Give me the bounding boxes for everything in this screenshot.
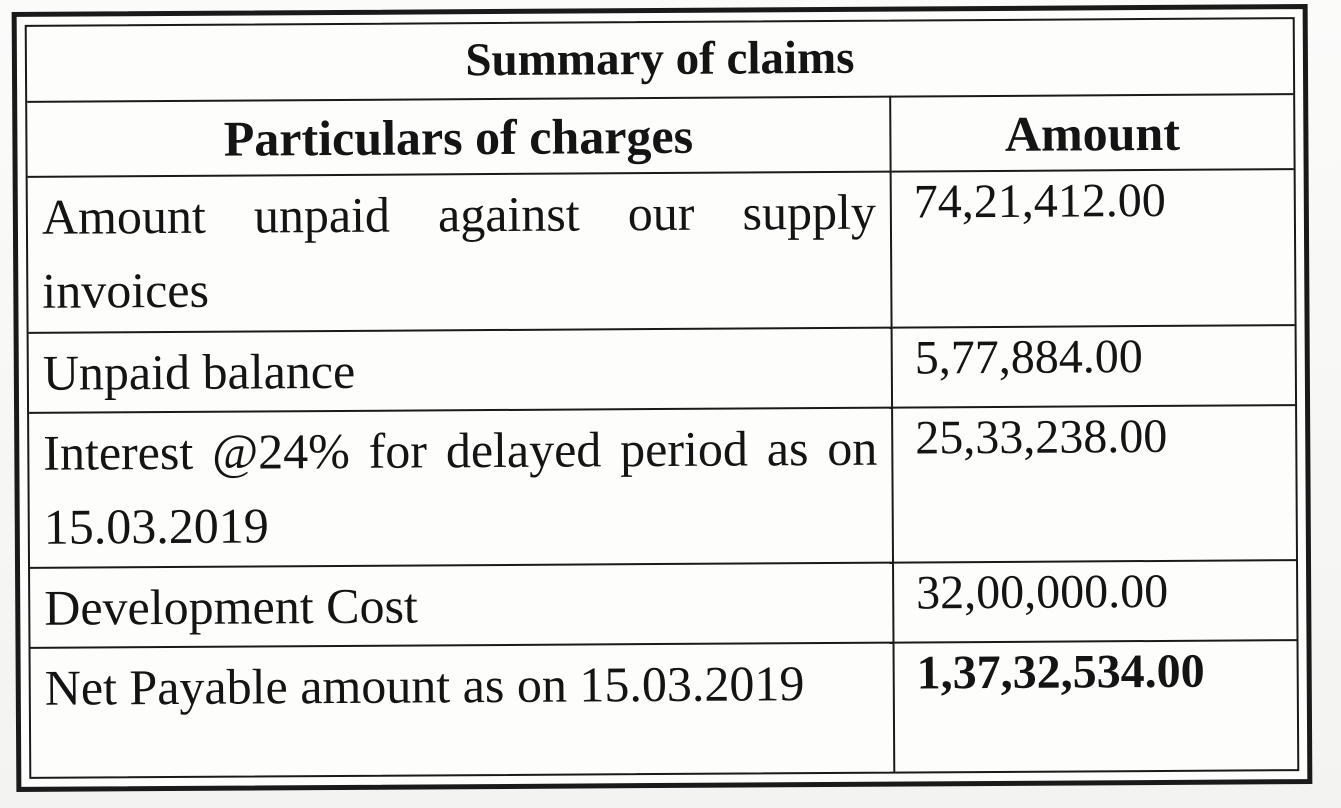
table-outer-border (12, 4, 1313, 792)
table-title-row (27, 19, 1293, 101)
table-row (30, 560, 1296, 648)
particulars-cell: Development Cost (30, 563, 893, 648)
particulars-cell: Interest @24% for delayed period as on 15.03.2019 (29, 407, 893, 568)
particulars-cell: Amount unpaid against our supply invoices (28, 172, 892, 333)
table-row (29, 405, 1296, 568)
table-header-row (27, 94, 1293, 177)
table-row (28, 170, 1295, 333)
amount-cell: 5,77,884.00 (892, 325, 1295, 407)
table-frame (25, 17, 1300, 779)
amount-cell-total: 1,37,32,534.00 (893, 640, 1297, 771)
table-row-total (31, 640, 1298, 777)
table-title: Summary of claims (27, 19, 1293, 101)
amount-cell: 25,33,238.00 (892, 405, 1296, 563)
particulars-cell: Unpaid balance (29, 328, 892, 413)
amount-cell: 32,00,000.00 (893, 560, 1296, 642)
table-row (29, 325, 1295, 413)
summary-of-claims-table (27, 19, 1298, 777)
header-amount: Amount (890, 94, 1293, 172)
header-particulars: Particulars of charges (27, 96, 890, 177)
amount-cell: 74,21,412.00 (891, 170, 1295, 328)
particulars-cell-total: Net Payable amount as on 15.03.2019 (31, 643, 895, 777)
